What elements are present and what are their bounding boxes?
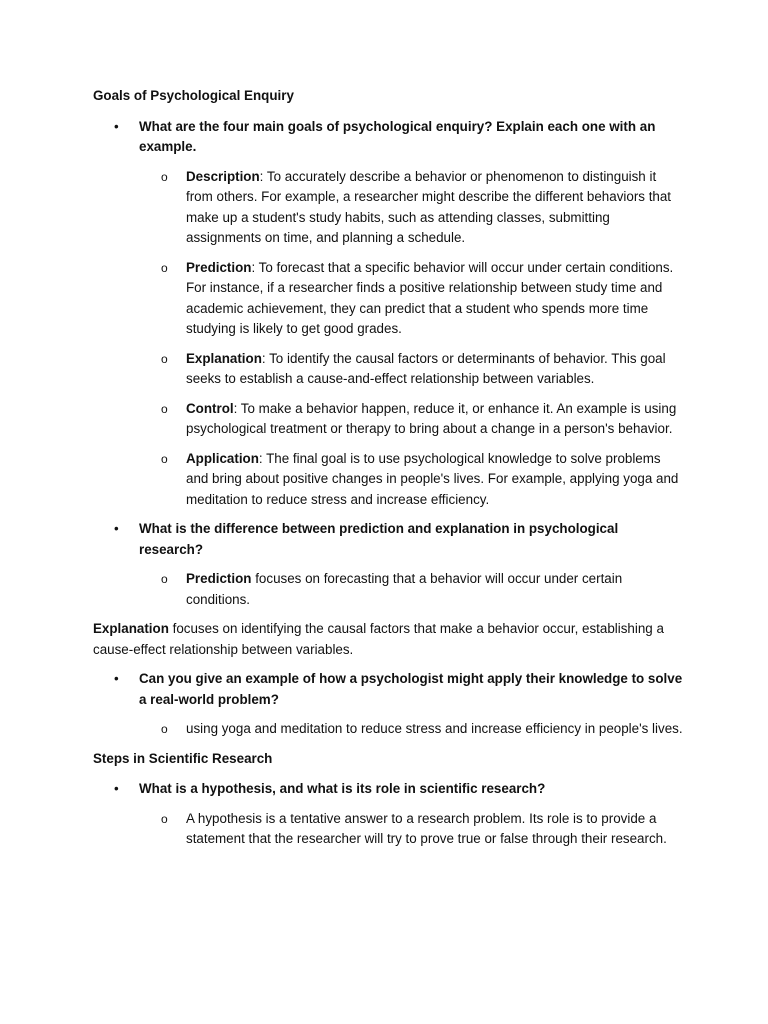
term-explanation: Explanation	[186, 350, 262, 366]
circle-bullet-icon: o	[161, 169, 168, 184]
question-text: Can you give an example of how a psychologist might apply their knowledge to solve a real-world problem?	[139, 671, 683, 707]
circle-bullet-icon: o	[161, 351, 168, 366]
circle-bullet-icon: o	[161, 401, 168, 416]
document-page	[93, 86, 683, 859]
explanation-paragraph	[93, 619, 683, 660]
term-control: Control	[186, 400, 234, 416]
section-heading-steps: Steps in Scientific Research	[93, 750, 273, 766]
question-text: What are the four main goals of psychological enquiry? Explain each one with an example.	[139, 118, 656, 154]
circle-bullet-icon: o	[161, 572, 168, 586]
definition-application: : The final goal is to use psychological knowledge to solve problems and bring about positive changes in people's lives. For example, applying yoga and meditation to reduce stress and increase efficiency.	[186, 450, 679, 507]
term-application: Application	[186, 450, 259, 466]
explanation-focus-text: focuses on identifying the causal factors that make a behavior occur, establishing a cause-effect relationship between variables.	[93, 621, 664, 657]
list-item-control	[93, 399, 683, 440]
list-item-description	[93, 167, 683, 249]
bullet-icon: •	[114, 781, 119, 796]
question-apply-knowledge	[93, 669, 683, 710]
circle-bullet-icon: o	[161, 260, 168, 275]
section-heading-goals: Goals of Psychological Enquiry	[93, 88, 294, 103]
list-item-prediction-focus	[93, 569, 683, 610]
hypothesis-answer-text: A hypothesis is a tentative answer to a research problem. Its role is to provide a statement that the researcher will try to prove true or false through their research.	[186, 810, 667, 846]
question-text: What is the difference between prediction and explanation in psychological research?	[139, 521, 619, 557]
term-explanation: Explanation	[93, 621, 169, 636]
definition-description: : To accurately describe a behavior or phenomenon to distinguish it from others. For example, a researcher might describe the different behaviors that make up a student's study habits, such as attending classes, submitting assignments on time, and planning a schedule.	[186, 168, 672, 245]
question-text: What is a hypothesis, and what is its role in scientific research?	[139, 781, 546, 796]
term-description: Description	[186, 168, 260, 184]
bullet-icon: •	[114, 118, 119, 134]
list-item-yoga-example	[93, 719, 683, 740]
definition-prediction: : To forecast that a specific behavior will occur under certain conditions. For instance, if a researcher finds a positive relationship between study time and academic achievement, they can predict that a student who spends more time studying is likely to get good grades.	[186, 259, 674, 336]
circle-bullet-icon: o	[161, 811, 168, 826]
question-four-goals	[93, 117, 683, 158]
question-prediction-vs-explanation	[93, 519, 683, 560]
list-item-explanation	[93, 349, 683, 390]
list-item-hypothesis-answer	[93, 809, 683, 850]
circle-bullet-icon: o	[161, 451, 168, 466]
bullet-icon: •	[114, 521, 119, 536]
yoga-example-text: using yoga and meditation to reduce stress and increase efficiency in people's lives.	[186, 721, 683, 736]
definition-explanation: : To identify the causal factors or determinants of behavior. This goal seeks to establish a cause-and-effect relationship between variables.	[186, 350, 666, 386]
definition-control: : To make a behavior happen, reduce it, or enhance it. An example is using psychological treatment or therapy to bring about a change in a person's behavior.	[186, 400, 677, 436]
prediction-focus-text: focuses on forecasting that a behavior will occur under certain conditions.	[186, 571, 623, 607]
term-prediction: Prediction	[186, 259, 252, 275]
list-item-prediction	[93, 258, 683, 340]
term-prediction: Prediction	[186, 571, 252, 586]
question-hypothesis	[93, 779, 683, 800]
circle-bullet-icon: o	[161, 722, 168, 736]
bullet-icon: •	[114, 671, 119, 686]
list-item-application	[93, 449, 683, 511]
